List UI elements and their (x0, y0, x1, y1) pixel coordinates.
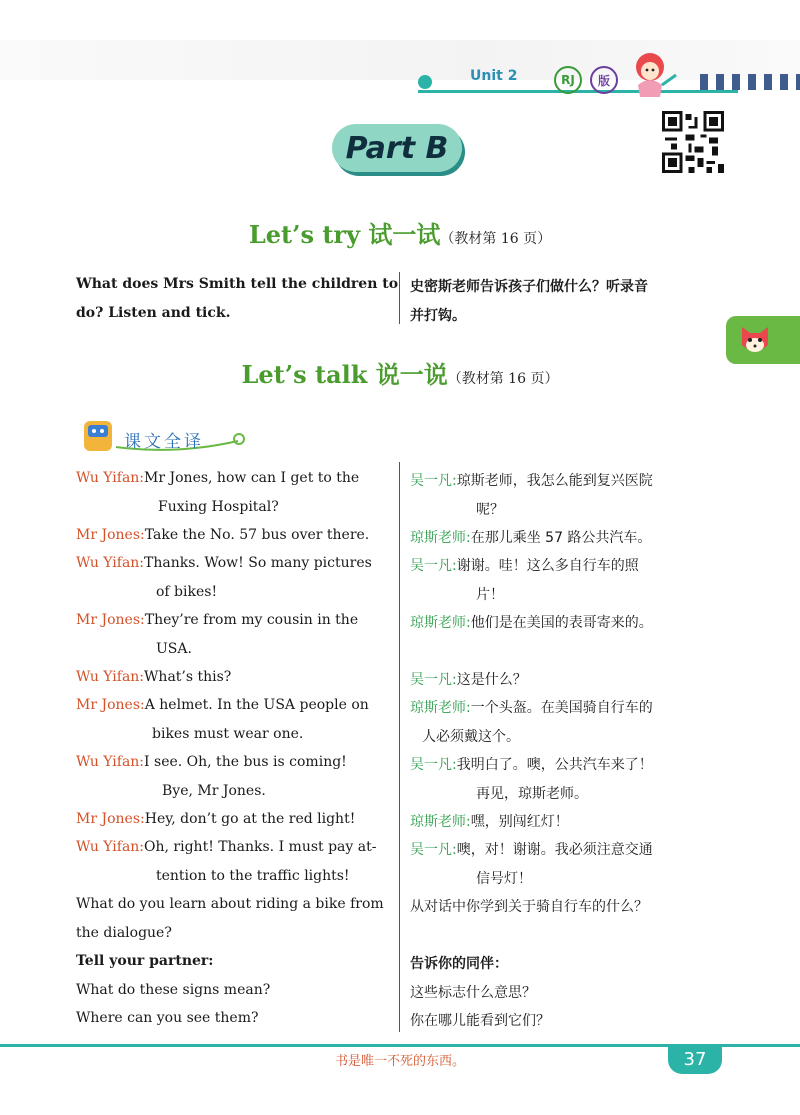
dialogue-row-en-cont: of bikes! (156, 584, 218, 600)
speaker-label-cn: 吴一凡: (410, 473, 457, 489)
part-title: Part B (345, 130, 449, 166)
dialogue-divider (399, 462, 400, 1032)
dialogue-row-cn-cont: 再见，琼斯老师。 (476, 786, 588, 802)
dialogue-row-cn (410, 470, 653, 490)
dialogue-row-en (76, 470, 359, 486)
dialogue-row-en-cont: bikes must wear one. (152, 726, 304, 742)
tell-partner-q2-cn: 你在哪儿能看到它们？ (410, 1013, 550, 1029)
speaker-label-cn: 吴一凡: (410, 757, 457, 773)
dialogue-text: I see. Oh, the bus is coming! (144, 754, 347, 770)
dialogue-row-en (76, 697, 369, 713)
lets-try-en-line2: do? Listen and tick. (76, 305, 231, 321)
dialogue-text-cn: 嘿，别闯红灯！ (470, 814, 569, 830)
dialogue-text-cn: 琼斯老师，我怎么能到复兴医院 (456, 473, 653, 489)
speaker-label-cn: 琼斯老师: (410, 700, 471, 716)
speaker-label: Mr Jones: (76, 811, 145, 827)
dialogue-text-cn: 噢，对！谢谢。我必须注意交通 (456, 842, 653, 858)
page-number: 37 (668, 1044, 722, 1074)
lets-try-cn-line1: 史密斯老师告诉孩子们做什么？听录音 (410, 279, 648, 295)
lets-talk-note: （教材第 16 页） (447, 371, 559, 387)
lets-try-en-line1: What does Mrs Smith tell the children to (76, 276, 399, 292)
unit-label: Unit 2 (470, 68, 518, 84)
rj-badge: RJ (554, 66, 582, 94)
unit-dot (418, 75, 432, 89)
dialogue-row-en-cont: tention to the traffic lights! (156, 868, 350, 884)
dialogue-text-cn: 一个头盔。在美国骑自行车的 (470, 700, 653, 716)
speaker-label: Mr Jones: (76, 612, 145, 628)
dialogue-text: A helmet. In the USA people on (144, 697, 369, 713)
edition-badge: 版 (590, 66, 618, 94)
speaker-label-cn: 吴一凡: (410, 672, 457, 688)
speaker-label-cn: 琼斯老师: (410, 814, 471, 830)
footer-motto: 书是唯一不死的东西。 (334, 1054, 465, 1069)
dialogue-row-cn (410, 839, 653, 859)
speaker-label: Wu Yifan: (76, 839, 145, 855)
lets-try-divider (399, 272, 400, 324)
speaker-label: Wu Yifan: (76, 754, 145, 770)
dialogue-text-cn: 在那儿乘坐 57 路公共汽车。 (470, 530, 652, 546)
dialogue-text: Mr Jones, how can I get to the (144, 470, 360, 486)
dialogue-row-en (76, 811, 355, 827)
translation-section-label: 课文全译 (124, 432, 204, 452)
question-en-line2: the dialogue? (76, 925, 172, 941)
question-cn-line1: 从对话中你学到关于骑自行车的什么？ (410, 899, 648, 915)
tell-partner-title-cn: 告诉你的同伴： (410, 956, 508, 972)
fox-face-icon (738, 323, 772, 357)
lets-try-cn-line2: 并打钩。 (410, 308, 466, 324)
dialogue-row-cn-cont: 呢？ (476, 502, 504, 518)
dialogue-text: Oh, right! Thanks. I must pay at- (144, 839, 377, 855)
checker-decoration (700, 74, 800, 90)
lets-try-heading: Let’s try 试一试 (248, 220, 441, 249)
speaker-label-cn: 琼斯老师: (410, 530, 471, 546)
lets-talk-heading: Let’s talk 说一说 (241, 360, 448, 389)
dialogue-text-cn: 我明白了。噢，公共汽车来了！ (456, 757, 653, 773)
dialogue-row-cn (410, 612, 653, 632)
part-title-badge (332, 124, 462, 172)
dialogue-text: What’s this? (144, 669, 232, 685)
lets-try-title (0, 215, 800, 250)
qr-code-icon[interactable] (662, 111, 724, 173)
lets-talk-title (0, 355, 800, 390)
dialogue-row-en-cont: Fuxing Hospital? (158, 499, 279, 515)
dialogue-row-en-cont: Bye, Mr Jones. (162, 783, 266, 799)
question-en-line1: What do you learn about riding a bike from (76, 896, 384, 912)
dialogue-text-cn: 他们是在美国的表哥寄来的。 (470, 615, 653, 631)
dialogue-row-cn-cont: 信号灯！ (476, 871, 532, 887)
speaker-label: Wu Yifan: (76, 470, 145, 486)
dialogue-row-cn (410, 754, 653, 774)
dialogue-row-en-cont: USA. (156, 641, 192, 657)
tell-partner-title-en: Tell your partner: (76, 953, 214, 969)
speaker-label: Mr Jones: (76, 527, 145, 543)
dialogue-row-en (76, 555, 372, 571)
dialogue-row-cn (410, 527, 651, 547)
speaker-label: Mr Jones: (76, 697, 145, 713)
speaker-label-cn: 吴一凡: (410, 842, 457, 858)
tell-partner-q2-en: Where can you see them? (76, 1010, 259, 1026)
dialogue-row-en (76, 527, 369, 543)
tell-partner-q1-en: What do these signs mean? (76, 982, 271, 998)
dialogue-row-cn (410, 811, 569, 831)
dialogue-row-en (76, 754, 347, 770)
dialogue-row-en (76, 612, 358, 628)
dialogue-row-en (76, 839, 376, 855)
dialogue-row-cn (410, 697, 653, 717)
speaker-label: Wu Yifan: (76, 555, 145, 571)
dialogue-row-cn-cont: 片！ (476, 587, 504, 603)
girl-mascot-icon (620, 45, 680, 105)
dialogue-row-cn (410, 669, 527, 689)
dialogue-text: Take the No. 57 bus over there. (144, 527, 370, 543)
dialogue-text-cn: 谢谢。哇！这么多自行车的照 (456, 558, 639, 574)
lets-try-note: （教材第 16 页） (440, 231, 552, 247)
dialogue-text: They’re from my cousin in the (144, 612, 359, 628)
dialogue-text-cn: 这是什么？ (456, 672, 527, 688)
tell-partner-q1-cn: 这些标志什么意思？ (410, 985, 536, 1001)
dialogue-text: Thanks. Wow! So many pictures (144, 555, 372, 571)
dialogue-row-en (76, 669, 231, 685)
dialogue-text: Hey, don’t go at the red light! (144, 811, 356, 827)
dialogue-row-cn (410, 555, 639, 575)
speaker-label: Wu Yifan: (76, 669, 145, 685)
speaker-label-cn: 琼斯老师: (410, 615, 471, 631)
speaker-label-cn: 吴一凡: (410, 558, 457, 574)
dialogue-row-cn-cont: 人必须戴这个。 (422, 729, 520, 745)
